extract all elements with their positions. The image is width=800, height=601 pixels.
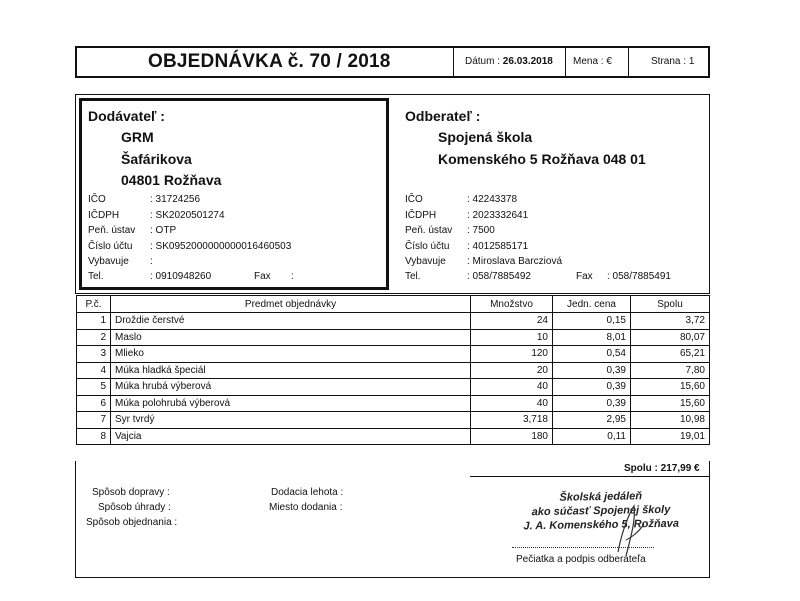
item-quantity: 40 <box>471 379 553 396</box>
header-divider <box>453 47 454 77</box>
currency-value: € <box>606 56 612 67</box>
table-row <box>77 362 710 379</box>
item-name: Droždie čerstvé <box>111 313 471 330</box>
customer-fax-value: : 058/7885491 <box>607 271 671 282</box>
table-row <box>77 395 710 412</box>
item-name: Múka hladká špeciál <box>111 362 471 379</box>
supplier-fax-value: : <box>291 271 294 282</box>
row-number: 7 <box>77 412 111 429</box>
customer-field-label: Vybavuje <box>405 256 446 267</box>
total-value: 217,99 € <box>660 463 700 474</box>
item-quantity: 180 <box>471 428 553 445</box>
item-unit-price: 0,15 <box>553 313 631 330</box>
item-total: 15,60 <box>631 379 710 396</box>
column-header: Predmet objednávky <box>111 296 471 313</box>
table-row <box>77 379 710 396</box>
supplier-field-value: : OTP <box>150 225 177 236</box>
item-total: 19,01 <box>631 428 710 445</box>
customer-fax-label: Fax <box>576 271 593 282</box>
supplier-field-label: Peň. ústav <box>88 225 136 236</box>
row-number: 3 <box>77 346 111 363</box>
supplier-field-value: : 31724256 <box>150 194 201 205</box>
customer-heading: Odberateľ : <box>405 108 481 124</box>
customer-field-label: IČDPH <box>405 210 437 221</box>
customer-field-label: Peň. ústav <box>405 225 453 236</box>
table-row <box>77 412 710 429</box>
supplier-field-label: IČDPH <box>88 210 120 221</box>
item-quantity: 40 <box>471 395 553 412</box>
stamp-line: J. A. Komenského 5, Rožňava <box>523 517 680 533</box>
supplier-city: 04801 Rožňava <box>121 172 222 188</box>
supplier-field-label: Tel. <box>88 271 104 282</box>
column-header: Spolu <box>631 296 710 313</box>
supplier-heading: Dodávateľ : <box>88 108 165 124</box>
signature-line <box>512 547 654 549</box>
header-divider <box>565 47 566 77</box>
item-total: 7,80 <box>631 362 710 379</box>
item-name: Múka hrubá výberová <box>111 379 471 396</box>
item-unit-price: 0,11 <box>553 428 631 445</box>
customer-address: Komenského 5 Rožňava 048 01 <box>438 151 646 167</box>
table-row <box>77 428 710 445</box>
ordering-label: Spôsob objednania : <box>86 517 178 528</box>
currency-label: Mena : <box>573 56 604 67</box>
item-total: 65,21 <box>631 346 710 363</box>
item-total: 80,07 <box>631 329 710 346</box>
item-unit-price: 0,39 <box>553 362 631 379</box>
table-header-row <box>77 296 710 313</box>
document-title: OBJEDNÁVKA č. 70 / 2018 <box>148 51 391 72</box>
customer-field-value: : 42243378 <box>467 194 518 205</box>
item-total: 15,60 <box>631 395 710 412</box>
item-unit-price: 0,39 <box>553 395 631 412</box>
supplier-field-value: : SK0952000000000016460503 <box>150 241 292 252</box>
row-number: 4 <box>77 362 111 379</box>
supplier-name: GRM <box>121 129 154 145</box>
date-label: Dátum : <box>465 56 501 67</box>
customer-field-value: : Miroslava Barcziová <box>467 256 563 267</box>
customer-field-label: IČO <box>405 194 423 205</box>
column-header: P.č. <box>77 296 111 313</box>
customer-field-value: : 4012585171 <box>467 241 529 252</box>
customer-field-value: : 058/7885492 <box>467 271 531 282</box>
row-number: 5 <box>77 379 111 396</box>
item-name: Múka polohrubá výberová <box>111 395 471 412</box>
delivery-term-label: Dodacia lehota : <box>271 487 344 498</box>
item-unit-price: 0,39 <box>553 379 631 396</box>
column-header: Jedn. cena <box>553 296 631 313</box>
signature-scribble <box>600 500 660 560</box>
customer-field-label: Číslo účtu <box>405 241 450 252</box>
supplier-field-label: Číslo účtu <box>88 241 133 252</box>
stamp-line: ako súčasť Spojenej školy <box>531 503 671 519</box>
table-row <box>77 346 710 363</box>
item-quantity: 20 <box>471 362 553 379</box>
item-name: Maslo <box>111 329 471 346</box>
item-quantity: 24 <box>471 313 553 330</box>
item-name: Syr tvrdý <box>111 412 471 429</box>
supplier-street: Šafárikova <box>121 151 192 167</box>
item-unit-price: 0,54 <box>553 346 631 363</box>
total-label: Spolu : <box>624 463 658 474</box>
supplier-field-value: : <box>150 256 153 267</box>
item-unit-price: 2,95 <box>553 412 631 429</box>
item-quantity: 120 <box>471 346 553 363</box>
supplier-field-value: : SK2020501274 <box>150 210 225 221</box>
page-field <box>651 56 694 67</box>
payment-label: Spôsob úhrady : <box>98 502 171 513</box>
item-total: 10,98 <box>631 412 710 429</box>
item-total: 3,72 <box>631 313 710 330</box>
supplier-field-label: Vybavuje <box>88 256 129 267</box>
supplier-field-label: IČO <box>88 194 106 205</box>
delivery-place-label: Miesto dodania : <box>269 502 343 513</box>
item-name: Mlieko <box>111 346 471 363</box>
page-value: 1 <box>688 56 695 67</box>
table-row <box>77 329 710 346</box>
stamp-line: Školská jedáleň <box>559 490 643 504</box>
supplier-fax-label: Fax <box>254 271 271 282</box>
customer-field-value: : 2023332641 <box>467 210 529 221</box>
table-row <box>77 313 710 330</box>
column-header: Množstvo <box>471 296 553 313</box>
signature-label: Pečiatka a podpis odberateľa <box>516 554 646 565</box>
currency-field <box>573 56 612 67</box>
page-label: Strana : <box>651 56 687 67</box>
header-divider <box>628 47 629 77</box>
transport-label: Spôsob dopravy : <box>92 487 170 498</box>
row-number: 8 <box>77 428 111 445</box>
row-number: 6 <box>77 395 111 412</box>
item-name: Vajcia <box>111 428 471 445</box>
item-quantity: 10 <box>471 329 553 346</box>
row-number: 1 <box>77 313 111 330</box>
row-number: 2 <box>77 329 111 346</box>
supplier-field-value: : 0910948260 <box>150 271 212 282</box>
item-quantity: 3,718 <box>471 412 553 429</box>
date-field <box>465 56 553 67</box>
customer-name: Spojená škola <box>438 129 533 145</box>
customer-field-value: : 7500 <box>467 225 495 236</box>
date-value: 26.03.2018 <box>502 56 553 67</box>
item-unit-price: 8,01 <box>553 329 631 346</box>
customer-field-label: Tel. <box>405 271 421 282</box>
items-table <box>76 295 710 445</box>
